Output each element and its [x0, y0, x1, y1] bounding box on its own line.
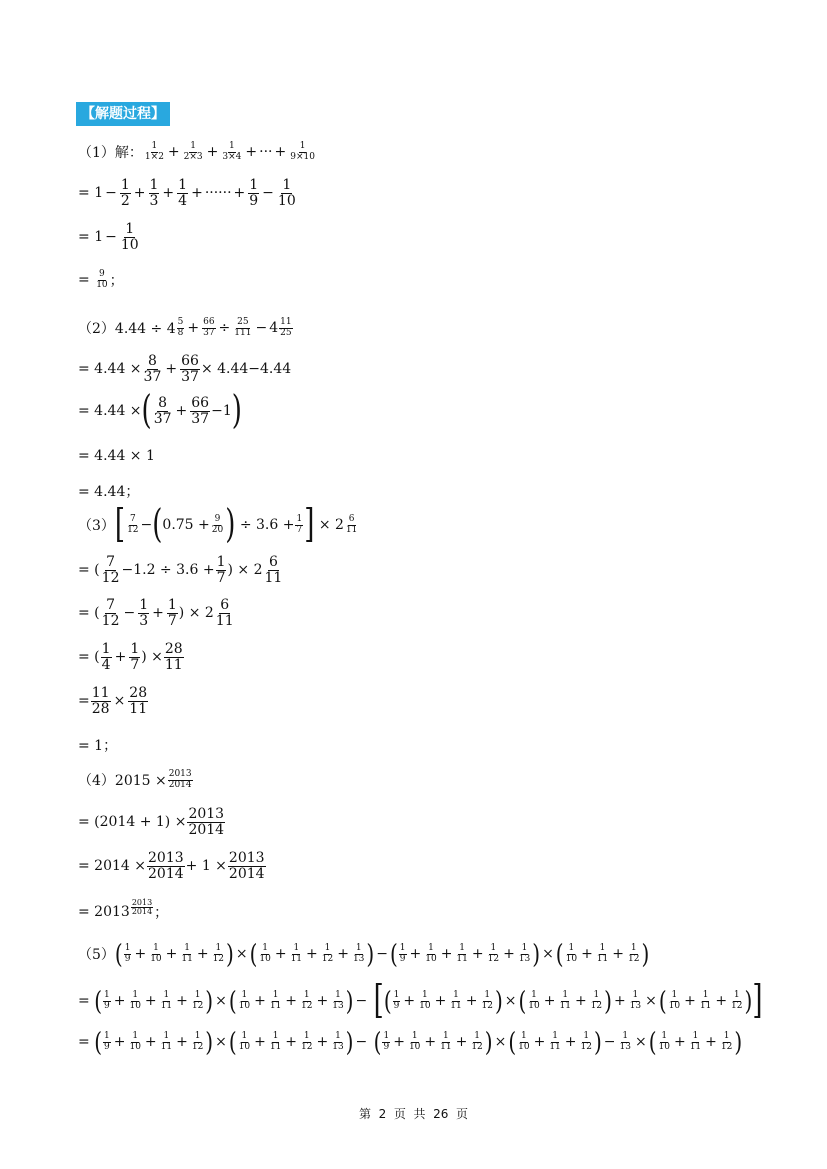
p4-line-3: = 2014 × $\frac{2013}{2014}$ + 1 × $\frac{2013}{2014}$ [78, 850, 265, 882]
p1-line-1: （1）解： $\frac{1}{1\times 2}$ + $\frac{1}{2\times 3}$ + $\frac{1}{3\times 4}$ + ··· + $\frac{1}{9\times 10}$ [78, 141, 315, 162]
section-tag: 【解题过程】 [76, 102, 170, 126]
page-footer: 第 2 页 共 26 页 [358, 1107, 469, 1121]
p2-line-2: = 4.44 × $\frac{8}{37}$ + $\frac{66}{37}$ × 4.44−4.44 [78, 353, 292, 385]
p2-line-3: = 4.44 × ( $\frac{8}{37}$ + $\frac{66}{37}$ −1 ) [78, 388, 242, 434]
p3-line-3: = ( $\frac{7}{12}$ − $\frac{1}{3}$ + $\frac{1}{7}$ ) × 2 $\frac{6}{11}$ [78, 597, 234, 629]
p1-line-2: = 1 − $\frac{1}{2}$ + $\frac{1}{3}$ + $\frac{1}{4}$ + ······ + $\frac{1}{9}$ − $\frac{1}{10}$ [78, 177, 296, 209]
p3-line-6: = 1； [78, 738, 118, 754]
p2-line-4: = 4.44 × 1 [78, 448, 155, 464]
p4-line-1: （4）2015 × $\frac{2013}{2014}$ [78, 769, 192, 790]
p1-line-4: = $\frac{9}{10}$ ； [78, 269, 124, 290]
p5-line-2: = ( $\frac{1}{9}$ + $\frac{1}{10}$ + $\frac{1}{11}$ + $\frac{1}{12}$ ) × ( $\frac{1}{10}$ + $\frac{1}{11}$ + $\frac{1}{12}$ + $\frac{1}{13}$ ) − [ ( $\frac{1}{9}$ + $\frac{1}{10}$ + $\frac{1}{11}$ + $\frac{1}{12}$ ) × ( $\frac{1}{10}$ + $\frac{1}{11}$ + $\frac{1}{12}$ ) + $\frac{1}{13}$ × ( $\frac{1}{10}$ + $\frac{1}{11}$ + $\frac{1}{12}$ ) ] [78, 978, 763, 1024]
p3-line-4: = ( $\frac{1}{4}$ + $\frac{1}{7}$ ) × $\frac{28}{11}$ [78, 641, 183, 673]
p4-line-2: = (2014 + 1) × $\frac{2013}{2014}$ [78, 806, 225, 838]
p1-line-3: = 1 − $\frac{1}{10}$ [78, 221, 139, 253]
p4-line-4: = 2013 $\frac{2013}{2014}$ ； [78, 898, 169, 921]
p5-line-3: = ( $\frac{1}{9}$ + $\frac{1}{10}$ + $\frac{1}{11}$ + $\frac{1}{12}$ ) × ( $\frac{1}{10}$ + $\frac{1}{11}$ + $\frac{1}{12}$ + $\frac{1}{13}$ ) − ( $\frac{1}{9}$ + $\frac{1}{10}$ + $\frac{1}{11}$ + $\frac{1}{12}$ ) × ( $\frac{1}{10}$ + $\frac{1}{11}$ + $\frac{1}{12}$ ) − $\frac{1}{13}$ × ( $\frac{1}{10}$ + $\frac{1}{11}$ + $\frac{1}{12}$ ) [78, 1026, 743, 1058]
p5-line-1: （5） ( $\frac{1}{9}$ + $\frac{1}{10}$ + $\frac{1}{11}$ + $\frac{1}{12}$ ) × ( $\frac{1}{10}$ + $\frac{1}{11}$ + $\frac{1}{12}$ + $\frac{1}{13}$ ) − ( $\frac{1}{9}$ + $\frac{1}{10}$ + $\frac{1}{11}$ + $\frac{1}{12}$ + $\frac{1}{13}$ ) × ( $\frac{1}{10}$ + $\frac{1}{11}$ + $\frac{1}{12}$ ) [78, 938, 650, 970]
p2-line-1: （2）4.44 ÷ 4 $\frac{5}{8}$ + $\frac{66}{37}$ ÷ $\frac{25}{111}$ − 4 $\frac{11}{25}$ [78, 317, 292, 338]
p2-line-5: = 4.44； [78, 484, 140, 500]
p3-line-1: （3） [ $\frac{7}{12}$ − ( 0.75 + $\frac{9}{20}$ ) ÷ 3.6 + $\frac{1}{7}$ ] × 2 $\frac{6}{11}$ [78, 502, 358, 548]
p3-line-5: = $\frac{11}{28}$ × $\frac{28}{11}$ [78, 685, 148, 717]
p3-line-2: = ( $\frac{7}{12}$ −1.2 ÷ 3.6 + $\frac{1}{7}$ ) × 2 $\frac{6}{11}$ [78, 554, 283, 586]
